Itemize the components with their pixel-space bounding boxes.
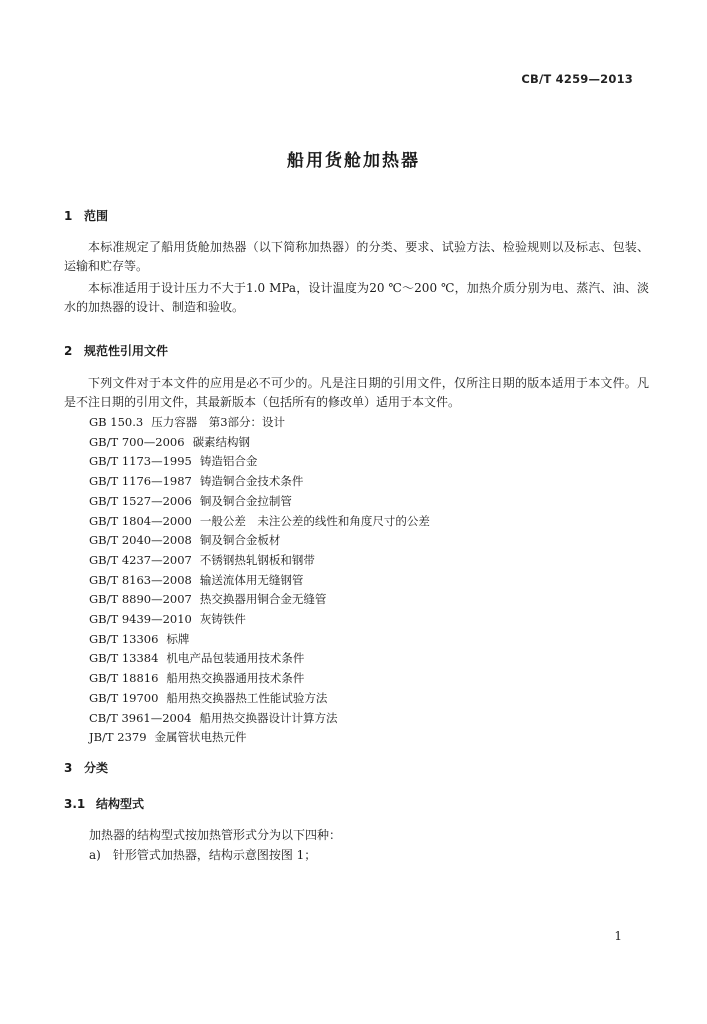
reference-code: GB/T 1173—1995 [89,454,192,469]
reference-code: GB/T 8890—2007 [89,592,192,607]
reference-item [89,728,430,748]
section-number: 2 [64,344,73,358]
reference-code: GB/T 19700 [89,690,159,705]
reference-code: GB/T 1527—2006 [89,493,192,508]
scope-paragraph-2: 本标准适用于设计压力不大于1.0 MPa，设计温度为20 ℃～200 ℃，加热介质分别为电、蒸汽、油、淡水的加热器的设计、制造和验收。 [64,281,649,314]
reference-code: GB/T 18816 [89,671,159,686]
reference-item [89,551,430,571]
reference-code: GB/T 1176—1987 [89,474,192,489]
reference-item [89,531,430,551]
reference-item [89,649,430,669]
reference-item [89,472,430,492]
subsection-title: 结构型式 [96,797,145,811]
scope-paragraph-1: 本标准规定了船用货舱加热器（以下简称加热器）的分类、要求、试验方法、检验规则以及标志、包装、运输和贮存等。 [64,240,649,273]
reference-code: JB/T 2379 [89,730,147,745]
standard-code: CB/T 4259—2013 [521,72,633,86]
reference-title: 标牌 [166,631,190,646]
reference-item [89,630,430,650]
reference-code: GB/T 4237—2007 [89,552,192,567]
section-3-heading [64,759,108,776]
reference-title: 压力容器 第3部分：设计 [151,415,286,429]
references-intro: 下列文件对于本文件的应用是必不可少的。凡是注日期的引用文件，仅所注日期的版本适用于本文件。凡是不注日期的引用文件，其最新版本（包括所有的修改单）适用于本文件。 [64,376,649,409]
reference-item [89,689,430,709]
reference-code: GB/T 2040—2008 [89,533,192,548]
reference-title: 铸造铜合金技术条件 [199,474,304,489]
reference-item [89,433,430,453]
section-number: 3 [64,761,73,775]
reference-title: 灰铸铁件 [199,612,246,627]
reference-title: 输送流体用无缝钢管 [199,572,304,587]
section-title: 范围 [84,209,109,223]
reference-title: 铜及铜合金板材 [199,533,281,548]
reference-list [89,413,430,748]
reference-title: 船用热交换器通用技术条件 [166,671,305,686]
reference-code: GB 150.3 [89,415,144,429]
section-title: 分类 [84,761,109,775]
reference-item [89,709,430,729]
reference-item [89,452,430,472]
reference-title: 铜及铜合金拉制管 [199,493,292,508]
reference-item [89,610,430,630]
subsection-3-1-heading [64,795,144,812]
section-title: 规范性引用文件 [84,344,169,358]
reference-title: 金属管状电热元件 [154,730,247,745]
reference-code: GB/T 8163—2008 [89,572,192,587]
reference-title: 船用热交换器设计计算方法 [199,710,338,725]
reference-title: 热交换器用铜合金无缝管 [199,592,327,607]
section-1-heading [64,207,108,224]
reference-title: 一般公差 未注公差的线性和角度尺寸的公差 [199,513,430,528]
reference-title: 铸造铝合金 [199,454,258,469]
reference-title: 碳素结构钢 [192,434,251,449]
reference-item [89,571,430,591]
subsection-number: 3.1 [64,797,86,811]
reference-code: GB/T 13384 [89,651,159,666]
document-title: 船用货舱加热器 [287,151,420,171]
reference-item [89,669,430,689]
reference-code: GB/T 13306 [89,631,159,646]
section-2-heading [64,342,168,359]
section-number: 1 [64,209,73,223]
page-number: 1 [614,929,622,943]
structure-item-a: a) 针形管式加热器，结构示意图按图 1； [89,848,317,862]
reference-title: 机电产品包装通用技术条件 [166,651,305,666]
reference-code: GB/T 700—2006 [89,434,185,449]
structure-intro: 加热器的结构型式按加热管形式分为以下四种： [89,828,342,842]
reference-title: 不锈钢热轧钢板和钢带 [199,552,315,567]
reference-title: 船用热交换器热工性能试验方法 [166,690,328,705]
reference-item [89,512,430,532]
reference-item [89,492,430,512]
reference-item [89,413,430,433]
reference-code: CB/T 3961—2004 [89,710,192,725]
reference-code: GB/T 1804—2000 [89,513,192,528]
reference-item [89,590,430,610]
reference-code: GB/T 9439—2010 [89,612,192,627]
